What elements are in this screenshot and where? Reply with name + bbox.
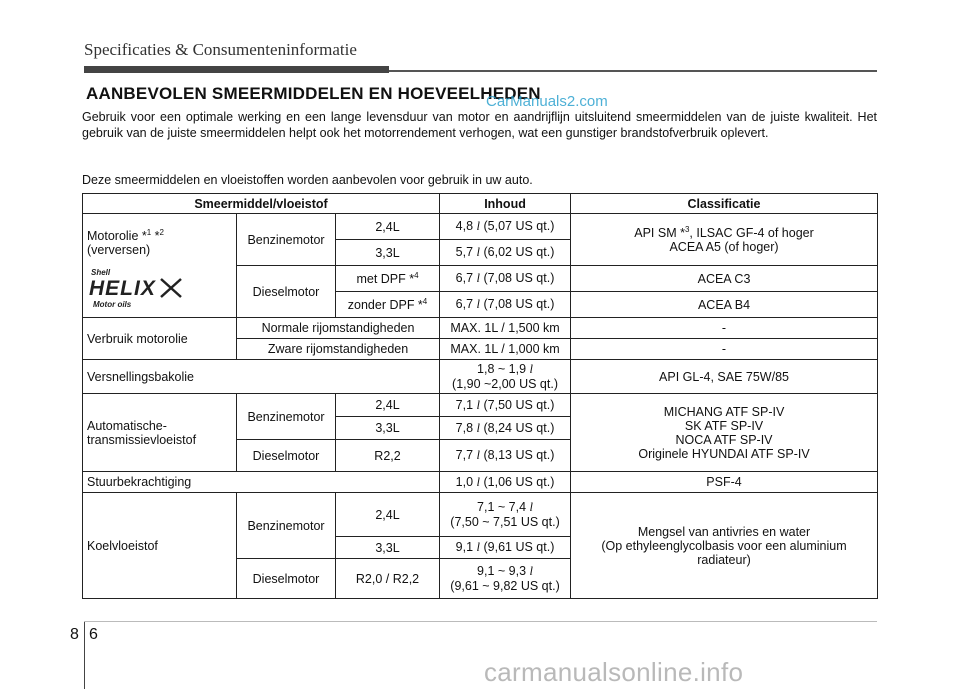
recommendation-note: Deze smeermiddelen en vloeistoffen worden aanbevolen voor gebruik in uw auto. xyxy=(82,173,533,187)
motor-oil-diesel: Dieselmotor xyxy=(237,266,336,318)
volume-cell: 6,7 l (7,08 US qt.) xyxy=(440,292,571,318)
volume-cell: MAX. 1L / 1,000 km xyxy=(440,339,571,360)
shell-helix-logo xyxy=(87,265,187,311)
engine-cell: 2,4L xyxy=(336,214,440,240)
header-class: Classificatie xyxy=(571,194,878,214)
intro-paragraph: Gebruik voor een optimale werking en een lange levensduur van motor en aandrijflijn uitsluitend smeermiddelen van de juiste kwaliteit. Het gebruik van de juiste smeermiddelen helpt ook het motorrendement verhogen, wat een gunstiger brandstofverbruik oplevert. xyxy=(82,110,877,140)
header-rule xyxy=(389,70,877,72)
engine-cell: 2,4L xyxy=(336,493,440,537)
svg-text:HELIX: HELIX xyxy=(89,277,156,301)
table-row xyxy=(83,394,878,417)
page-number: 6 xyxy=(89,626,98,643)
volume-cell: 7,1 l (7,50 US qt.) xyxy=(440,394,571,417)
svg-text:Shell: Shell xyxy=(91,268,111,278)
engine-cell: 3,3L xyxy=(336,417,440,440)
motor-oil-petrol: Benzinemotor xyxy=(237,214,336,266)
table-row xyxy=(83,472,878,493)
volume-cell: 1,8 ~ 1,9 l (1,90 ~2,00 US qt.) xyxy=(440,360,571,394)
engine-cell: met DPF *$^4$ xyxy=(336,266,440,292)
volume-cell: 4,8 l (5,07 US qt.) xyxy=(440,214,571,240)
atf-diesel: Dieselmotor xyxy=(237,440,336,472)
coolant-label: Koelvloeistof xyxy=(83,493,237,599)
atf-class: MICHANG ATF SP-IV SK ATF SP-IV NOCA ATF SP-IV Originele HYUNDAI ATF SP-IV xyxy=(571,394,878,472)
condition-cell: Normale rijomstandigheden xyxy=(237,318,440,339)
header-volume: Inhoud xyxy=(440,194,571,214)
class-cell: API GL-4, SAE 75W/85 xyxy=(571,360,878,394)
engine-cell: zonder DPF *$^4$ xyxy=(336,292,440,318)
svg-text:Motor oils: Motor oils xyxy=(93,300,132,310)
class-cell: ACEA C3 xyxy=(571,266,878,292)
volume-cell: 7,1 ~ 7,4 l (7,50 ~ 7,51 US qt.) xyxy=(440,493,571,537)
header-bar xyxy=(84,66,389,73)
steering-label: Stuurbekrachtiging xyxy=(83,472,440,493)
volume-cell: 5,7 l (6,02 US qt.) xyxy=(440,240,571,266)
motor-oil-label-cell: Motorolie *$^1$ *$^2$ (verversen) Shell HELIX Motor oils xyxy=(83,214,237,318)
volume-cell: 7,7 l (8,13 US qt.) xyxy=(440,440,571,472)
volume-cell: 9,1 ~ 9,3 l (9,61 ~ 9,82 US qt.) xyxy=(440,559,571,599)
class-cell: PSF-4 xyxy=(571,472,878,493)
table-header-row xyxy=(83,194,878,214)
helix-x-mark xyxy=(161,279,181,297)
volume-cell: MAX. 1L / 1,500 km xyxy=(440,318,571,339)
page-divider xyxy=(84,622,85,689)
header-title: Specificaties & Consumenteninformatie xyxy=(84,40,357,59)
gearbox-label: Versnellingsbakolie xyxy=(83,360,440,394)
coolant-diesel: Dieselmotor xyxy=(237,559,336,599)
volume-cell: 6,7 l (7,08 US qt.) xyxy=(440,266,571,292)
watermark-bottom: carmanualsonline.info xyxy=(484,657,744,687)
lubricant-table xyxy=(82,193,878,599)
table-row xyxy=(83,360,878,394)
consumption-label: Verbruik motorolie xyxy=(83,318,237,360)
class-cell: - xyxy=(571,318,878,339)
watermark-top: CarManuals2.com xyxy=(486,93,608,110)
engine-cell: 3,3L xyxy=(336,537,440,559)
volume-cell: 1,0 l (1,06 US qt.) xyxy=(440,472,571,493)
coolant-class: Mengsel van antivries en water (Op ethyleenglycolbasis voor een aluminium radiateur) xyxy=(571,493,878,599)
class-cell: - xyxy=(571,339,878,360)
engine-cell: 3,3L xyxy=(336,240,440,266)
coolant-petrol: Benzinemotor xyxy=(237,493,336,559)
atf-petrol: Benzinemotor xyxy=(237,394,336,440)
chapter-number: 8 xyxy=(70,626,79,643)
engine-cell: 2,4L xyxy=(336,394,440,417)
footer-rule xyxy=(84,621,877,622)
condition-cell: Zware rijomstandigheden xyxy=(237,339,440,360)
engine-cell: R2,2 xyxy=(336,440,440,472)
motor-oil-petrol-class: API SM *$^3$, ILSAC GF-4 of hoger ACEA A5 (of hoger) xyxy=(571,214,878,266)
table-row xyxy=(83,214,878,240)
volume-cell: 7,8 l (8,24 US qt.) xyxy=(440,417,571,440)
table-row xyxy=(83,318,878,339)
header-lubricant: Smeermiddel/vloeistof xyxy=(83,194,440,214)
section-title: AANBEVOLEN SMEERMIDDELEN EN HOEVEELHEDEN xyxy=(86,84,541,103)
class-cell: ACEA B4 xyxy=(571,292,878,318)
volume-cell: 9,1 l (9,61 US qt.) xyxy=(440,537,571,559)
atf-label: Automatische- transmissievloeistof xyxy=(83,394,237,472)
engine-cell: R2,0 / R2,2 xyxy=(336,559,440,599)
table-row xyxy=(83,493,878,537)
